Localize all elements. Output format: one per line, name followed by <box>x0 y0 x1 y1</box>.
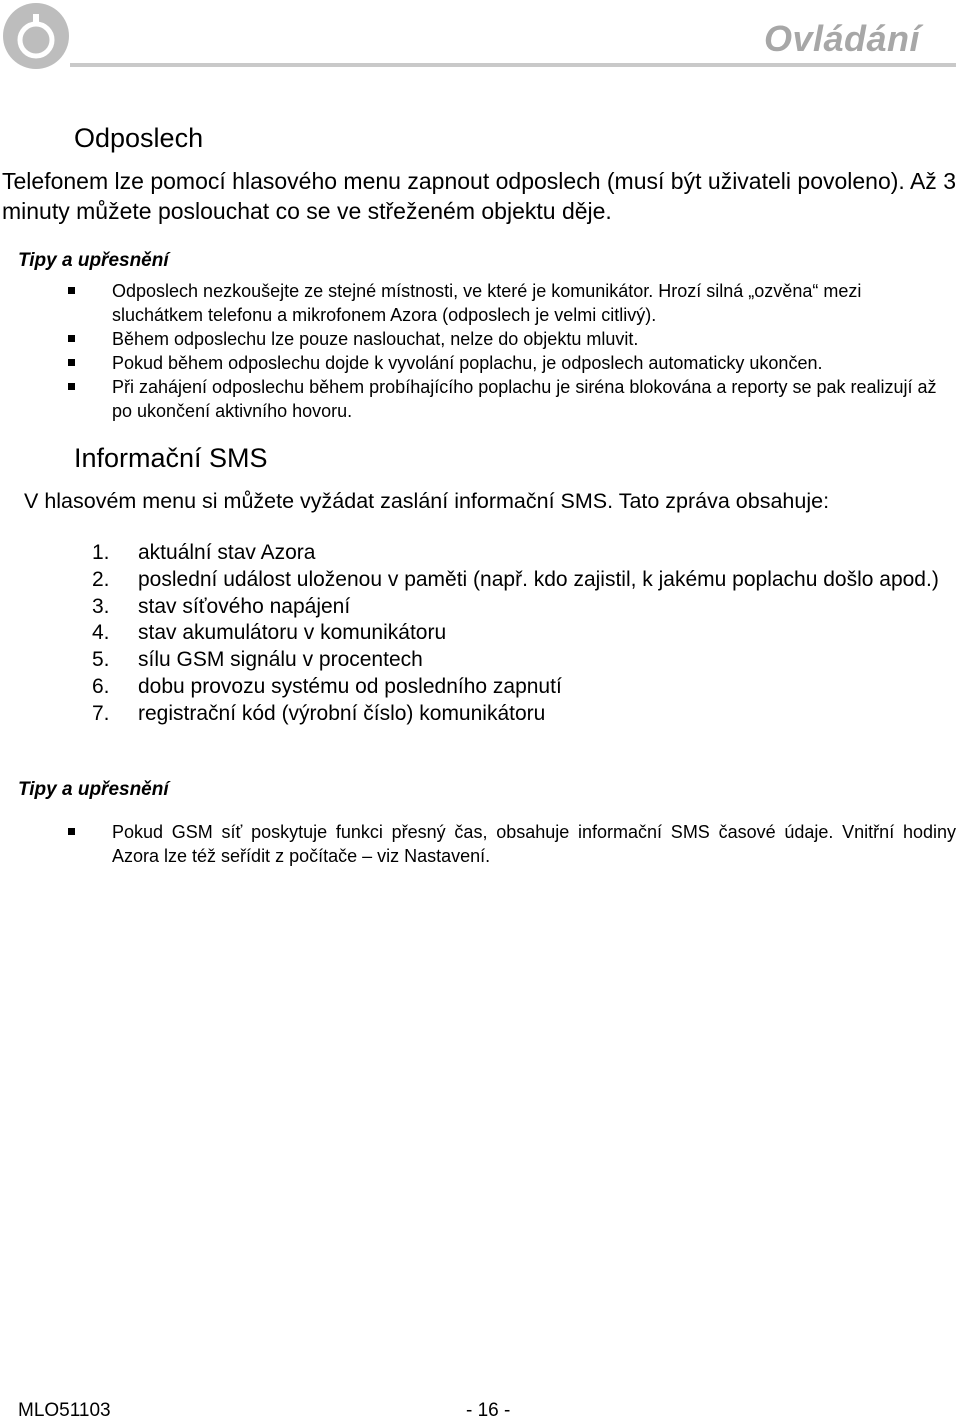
tips-heading-sms: Tipy a upřesnění <box>18 779 169 800</box>
square-bullet-icon <box>68 287 75 294</box>
tip-text: Při zahájení odposlechu během probíhajícího poplachu je siréna blokována a reporty se pak realizují až po ukončení aktivního hovoru. <box>112 377 937 421</box>
page-number: - 16 - <box>466 1400 511 1421</box>
list-item <box>90 701 960 728</box>
list-item <box>90 540 960 567</box>
sms-content-list <box>90 540 960 728</box>
item-text: stav síťového napájení <box>138 594 351 618</box>
sms-paragraph: V hlasovém menu si můžete vyžádat zaslání informační SMS. Tato zpráva obsahuje: <box>24 489 830 513</box>
list-item <box>90 620 960 647</box>
item-text: sílu GSM signálu v procentech <box>138 648 423 672</box>
list-item <box>90 674 960 701</box>
list-item <box>64 375 956 423</box>
list-item <box>64 820 956 868</box>
tips-list-sms <box>64 820 956 868</box>
item-text: stav akumulátoru v komunikátoru <box>138 621 447 645</box>
brand-logo-icon <box>2 2 70 70</box>
list-item <box>64 279 956 327</box>
item-number: 5. <box>92 648 110 672</box>
square-bullet-icon <box>68 383 75 390</box>
item-number: 3. <box>92 594 110 618</box>
tip-text: Pokud GSM síť poskytuje funkci přesný čas, obsahuje informační SMS časové údaje. Vnitřní hodiny Azora lze též seřídit z počítače – viz Nastavení. <box>112 822 956 866</box>
document-code: MLO51103 <box>18 1400 111 1421</box>
tips-list-odposlech <box>64 279 956 423</box>
item-number: 4. <box>92 621 110 645</box>
square-bullet-icon <box>68 335 75 342</box>
chapter-title: Ovládání <box>763 18 920 59</box>
square-bullet-icon <box>68 828 75 835</box>
odposlech-paragraph: Telefonem lze pomocí hlasového menu zapnout odposlech (musí být uživateli povoleno). Až 3 minuty můžete poslouchat co se ve střeženém objektu děje. <box>2 168 956 224</box>
list-item <box>64 351 956 375</box>
tip-text: Během odposlechu lze pouze naslouchat, nelze do objektu mluvit. <box>112 329 639 349</box>
list-item <box>90 567 960 594</box>
section-heading-odposlech: Odposlech <box>74 123 204 153</box>
item-text: poslední událost uloženou v paměti (např. kdo zajistil, k jakému poplachu došlo apod.) <box>138 567 939 591</box>
item-text: registrační kód (výrobní číslo) komunikátoru <box>138 701 546 725</box>
section-heading-sms: Informační SMS <box>74 443 268 473</box>
item-text: aktuální stav Azora <box>138 541 316 564</box>
tip-text: Odposlech nezkoušejte ze stejné místnosti, ve které je komunikátor. Hrozí silná „ozvěna“ mezi sluchátkem telefonu a mikrofonem Azora (odposlech je velmi citlivý). <box>112 281 862 325</box>
list-item <box>90 647 960 674</box>
item-number: 1. <box>92 541 110 564</box>
header-divider <box>70 63 956 67</box>
list-item <box>64 327 956 351</box>
square-bullet-icon <box>68 359 75 366</box>
list-item <box>90 594 960 621</box>
tips-heading-odposlech: Tipy a upřesnění <box>18 250 169 271</box>
item-number: 2. <box>92 567 110 591</box>
item-number: 7. <box>92 701 110 725</box>
item-text: dobu provozu systému od posledního zapnutí <box>138 674 562 698</box>
item-number: 6. <box>92 674 110 698</box>
tip-text: Pokud během odposlechu dojde k vyvolání poplachu, je odposlech automaticky ukončen. <box>112 353 823 373</box>
